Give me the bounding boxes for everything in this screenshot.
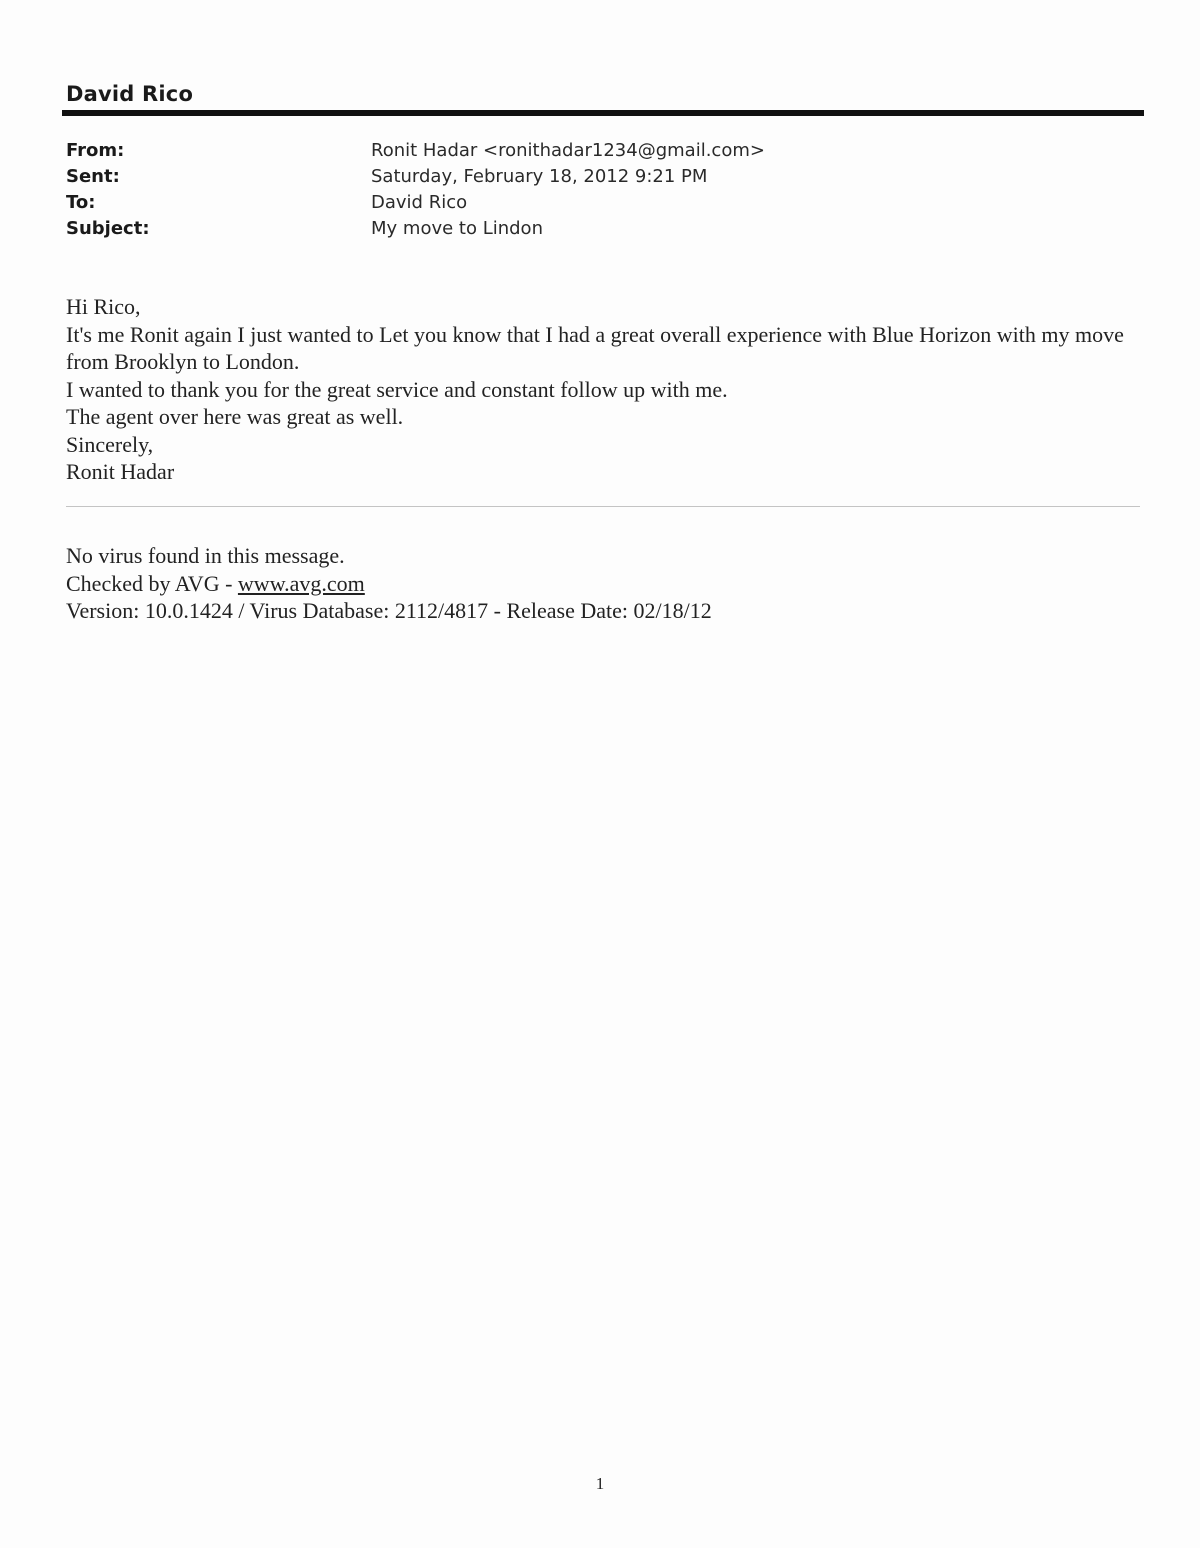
header-divider-thick [62,110,1144,116]
from-value: Ronit Hadar <ronithadar1234@gmail.com> [371,140,765,161]
footer-line-2-prefix: Checked by AVG - [66,570,238,596]
to-value: David Rico [371,192,468,213]
footer-separator [66,506,1140,507]
email-header [66,138,765,242]
header-row-sent [66,164,765,190]
body-paragraph-3: The agent over here was great as well. [66,404,404,429]
sent-value: Saturday, February 18, 2012 9:21 PM [371,166,708,187]
header-row-to [66,190,765,216]
email-body [66,293,1136,486]
footer-line-3: Version: 10.0.1424 / Virus Database: 2112/4817 - Release Date: 02/18/12 [66,598,712,623]
body-paragraph-1: It's me Ronit again I just wanted to Let you know that I had a great overall experience with Blue Horizon with my move from Brooklyn to London. [66,321,1124,374]
to-label: To: [66,192,96,213]
body-greeting: Hi Rico, [66,294,141,319]
from-label: From: [66,140,125,161]
header-row-subject [66,216,765,242]
body-paragraph-2: I wanted to thank you for the great service and constant follow up with me. [66,376,728,402]
footer-line-2 [66,570,712,598]
body-closing: Sincerely, [66,431,154,457]
page-number: 1 [595,1474,605,1493]
footer-line-1: No virus found in this message. [66,543,345,568]
body-signature: Ronit Hadar [66,459,175,484]
mailbox-owner-name: David Rico [66,82,194,106]
subject-label: Subject: [66,218,150,239]
avg-link[interactable]: www.avg.com [237,570,365,596]
antivirus-footer [66,542,712,625]
header-row-from [66,138,765,164]
subject-value: My move to Lindon [371,218,543,239]
sent-label: Sent: [66,166,120,187]
